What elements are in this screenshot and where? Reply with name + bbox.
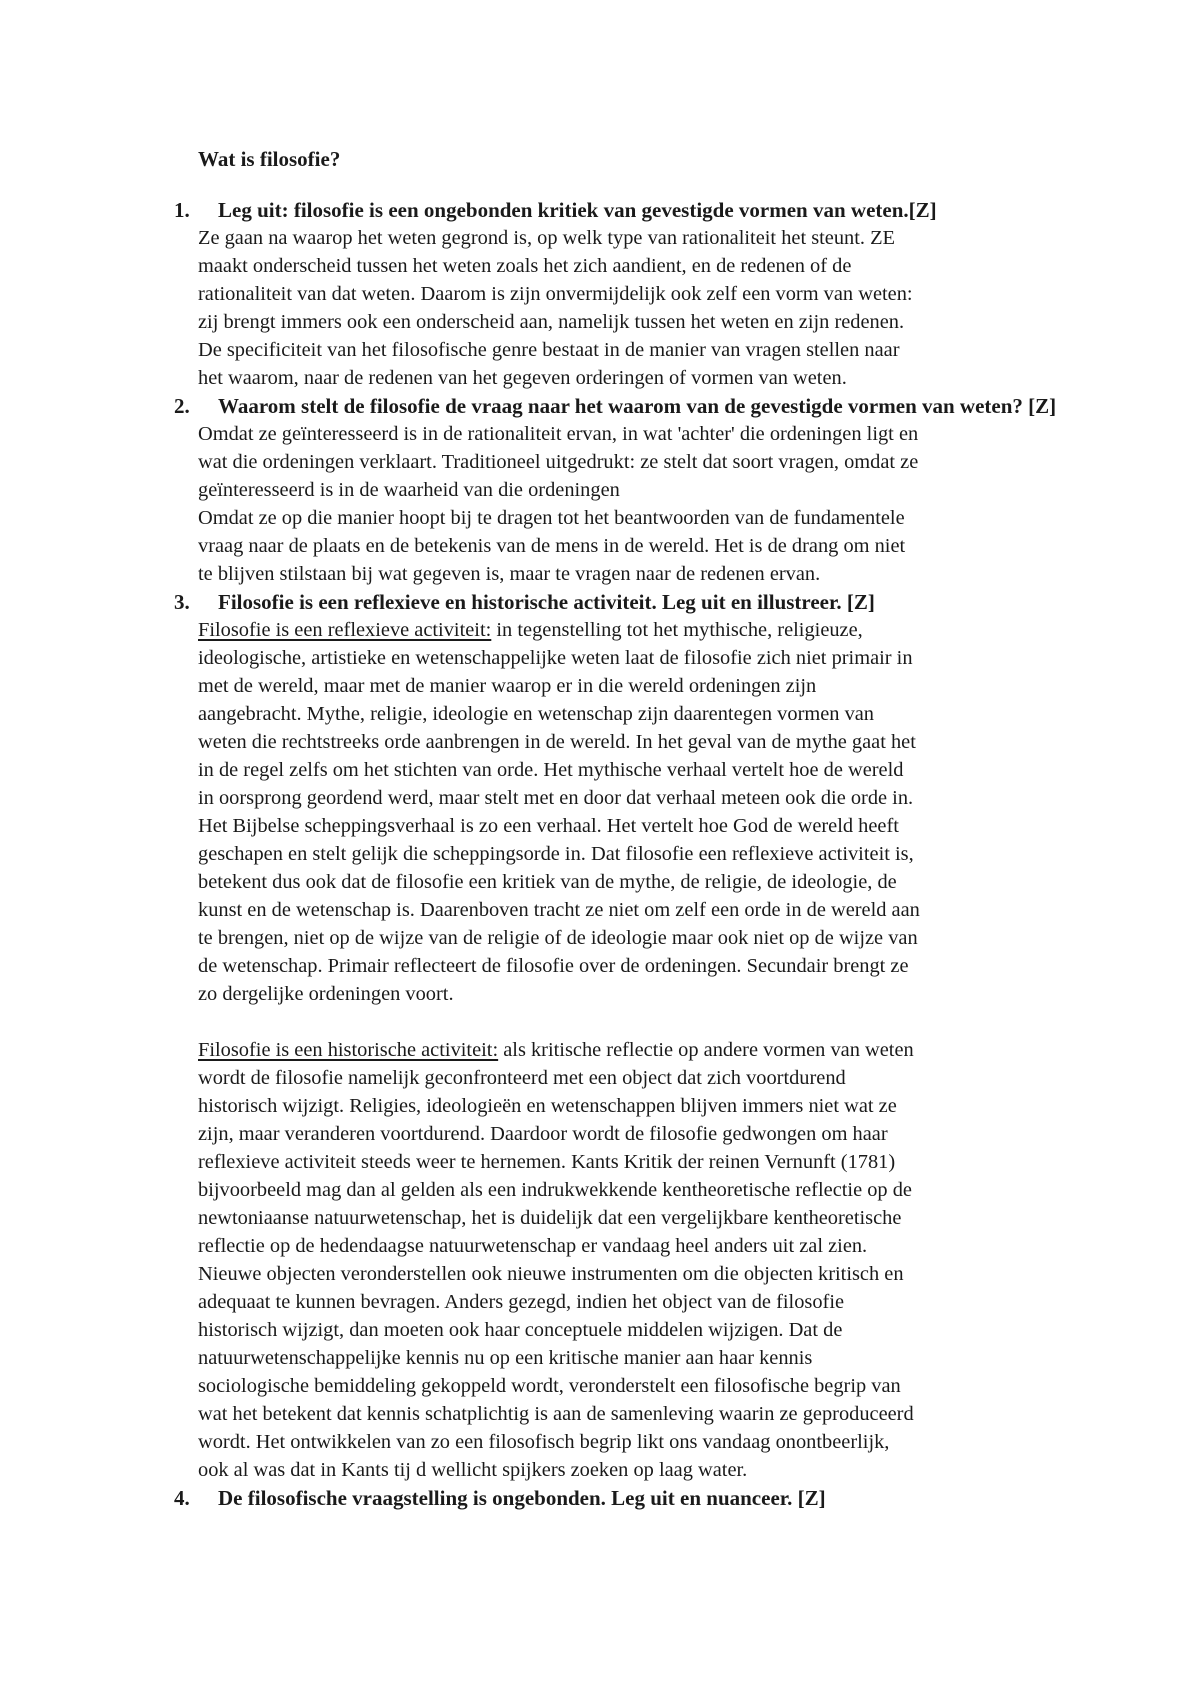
question-number: 3. bbox=[174, 590, 190, 614]
subheading-historical: Filosofie is een historische activiteit: bbox=[198, 1039, 499, 1061]
question-title: Filosofie is een reflexieve en historische activiteit. Leg uit en illustreer. [Z] bbox=[218, 590, 875, 614]
answer-line: wat die ordeningen verklaart. Traditioneel uitgedrukt: ze stelt dat soort vragen, omdat ze bbox=[198, 451, 919, 473]
answer-line: kunst en de wetenschap is. Daarenboven tracht ze niet om zelf een orde in de wereld aan bbox=[198, 899, 920, 921]
answer-line: zij brengt immers ook een onderscheid aan, namelijk tussen het weten en zijn redenen. bbox=[198, 311, 905, 333]
answer-line: betekent dus ook dat de filosofie een kritiek van de mythe, de religie, de ideologie, de bbox=[198, 871, 897, 893]
question-2 bbox=[0, 392, 1200, 588]
answer-line: adequaat te kunnen bevragen. Anders gezegd, indien het object van de filosofie bbox=[198, 1291, 845, 1313]
question-list bbox=[0, 196, 1200, 1512]
answer-line: rationaliteit van dat weten. Daarom is zijn onvermijdelijk ook zelf een vorm van weten: bbox=[198, 283, 913, 305]
answer-block bbox=[198, 420, 1083, 588]
answer-line: reflectie op de hedendaagse natuurwetenschap er vandaag heel anders uit zal zien. bbox=[198, 1235, 868, 1257]
question-title: De filosofische vraagstelling is ongebonden. Leg uit en nuanceer. [Z] bbox=[218, 1486, 826, 1510]
answer-line: wat het betekent dat kennis schatplichtig is aan de samenleving waarin ze geproduceerd bbox=[198, 1403, 914, 1425]
answer-block bbox=[198, 616, 1083, 1484]
subheading-reflexive: Filosofie is een reflexieve activiteit: bbox=[198, 619, 492, 641]
question-number: 1. bbox=[174, 198, 190, 222]
answer-text: als kritische reflectie op andere vormen van weten bbox=[498, 1039, 914, 1061]
answer-line: zo dergelijke ordeningen voort. bbox=[198, 983, 454, 1005]
answer-line: natuurwetenschappelijke kennis nu op een kritische manier aan haar kennis bbox=[198, 1347, 813, 1369]
answer-line: de wetenschap. Primair reflecteert de filosofie over de ordeningen. Secundair brengt ze bbox=[198, 955, 909, 977]
answer-line: in oorsprong geordend werd, maar stelt met en door dat verhaal meteen ook die orde in. bbox=[198, 787, 914, 809]
question-title: Waarom stelt de filosofie de vraag naar het waarom van de gevestigde vormen van weten? [Z] bbox=[218, 394, 1057, 418]
answer-line: newtoniaanse natuurwetenschap, het is duidelijk dat een vergelijkbare kentheoretische bbox=[198, 1207, 902, 1229]
answer-line: historisch wijzigt. Religies, ideologieën en wetenschappen blijven immers niet wat ze bbox=[198, 1095, 897, 1117]
answer-line: zijn, maar veranderen voortdurend. Daardoor wordt de filosofie gedwongen om haar bbox=[198, 1123, 888, 1145]
answer-line: maakt onderscheid tussen het weten zoals het zich aandient, en de redenen of de bbox=[198, 255, 852, 277]
answer-line: wordt. Het ontwikkelen van zo een filosofisch begrip likt ons vandaag onontbeerlijk, bbox=[198, 1431, 890, 1453]
answer-line: De specificiteit van het filosofische genre bestaat in de manier van vragen stellen naar bbox=[198, 339, 900, 361]
answer-line: met de wereld, maar met de manier waarop er in die wereld ordeningen zijn bbox=[198, 675, 817, 697]
paragraph-gap bbox=[198, 1008, 1083, 1036]
answer-line: Omdat ze op die manier hoopt bij te dragen tot het beantwoorden van de fundamentele bbox=[198, 507, 905, 529]
answer-line: wordt de filosofie namelijk geconfronteerd met een object dat zich voortdurend bbox=[198, 1067, 846, 1089]
answer-line: Het Bijbelse scheppingsverhaal is zo een verhaal. Het vertelt hoe God de wereld heeft bbox=[198, 815, 899, 837]
answer-line: historisch wijzigt, dan moeten ook haar conceptuele middelen wijzigen. Dat de bbox=[198, 1319, 843, 1341]
answer-text: in tegenstelling tot het mythische, religieuze, bbox=[491, 619, 863, 641]
answer-line: ook al was dat in Kants tij d wellicht spijkers zoeken op laag water. bbox=[198, 1459, 748, 1481]
answer-line: ideologische, artistieke en wetenschappelijke weten laat de filosofie zich niet primair in bbox=[198, 647, 913, 669]
answer-line: geschapen en stelt gelijk die scheppingsorde in. Dat filosofie een reflexieve activiteit is, bbox=[198, 843, 914, 865]
question-title: Leg uit: filosofie is een ongebonden kritiek van gevestigde vormen van weten.[Z] bbox=[218, 198, 937, 222]
answer-line bbox=[198, 616, 1083, 644]
answer-line: Nieuwe objecten veronderstellen ook nieuwe instrumenten om die objecten kritisch en bbox=[198, 1263, 904, 1285]
answer-line: het waarom, naar de redenen van het gegeven orderingen of vormen van weten. bbox=[198, 367, 847, 389]
answer-line: Ze gaan na waarop het weten gegrond is, op welk type van rationaliteit het steunt. ZE bbox=[198, 227, 896, 249]
answer-line: Omdat ze geïnteresseerd is in de rationaliteit ervan, in wat 'achter' die ordeningen ligt en bbox=[198, 423, 919, 445]
answer-block bbox=[198, 224, 1083, 392]
answer-line: aangebracht. Mythe, religie, ideologie en wetenschap zijn daarentegen vormen van bbox=[198, 703, 875, 725]
answer-line: in de regel zelfs om het stichten van orde. Het mythische verhaal vertelt hoe de wereld bbox=[198, 759, 904, 781]
answer-line: te brengen, niet op de wijze van de religie of de ideologie maar ook niet op de wijze van bbox=[198, 927, 918, 949]
answer-line: sociologische bemiddeling gekoppeld wordt, veronderstelt een filosofische begrip van bbox=[198, 1375, 901, 1397]
answer-line: reflexieve activiteit steeds weer te hernemen. Kants Kritik der reinen Vernunft (1781) bbox=[198, 1151, 896, 1173]
answer-line: weten die rechtstreeks orde aanbrengen in de wereld. In het geval van de mythe gaat het bbox=[198, 731, 916, 753]
answer-line bbox=[198, 1036, 1083, 1064]
question-4 bbox=[0, 1484, 1200, 1512]
answer-line: geïnteresseerd is in de waarheid van die ordeningen bbox=[198, 479, 620, 501]
question-number: 2. bbox=[174, 394, 190, 418]
question-number: 4. bbox=[174, 1486, 190, 1510]
answer-line: bijvoorbeeld mag dan al gelden als een indrukwekkende kentheoretische reflectie op de bbox=[198, 1179, 912, 1201]
document-title: Wat is filosofie? bbox=[198, 147, 341, 171]
answer-line: te blijven stilstaan bij wat gegeven is, maar te vragen naar de redenen ervan. bbox=[198, 563, 821, 585]
answer-line: vraag naar de plaats en de betekenis van de mens in de wereld. Het is de drang om niet bbox=[198, 535, 906, 557]
question-1 bbox=[0, 196, 1200, 392]
question-3 bbox=[0, 588, 1200, 1484]
